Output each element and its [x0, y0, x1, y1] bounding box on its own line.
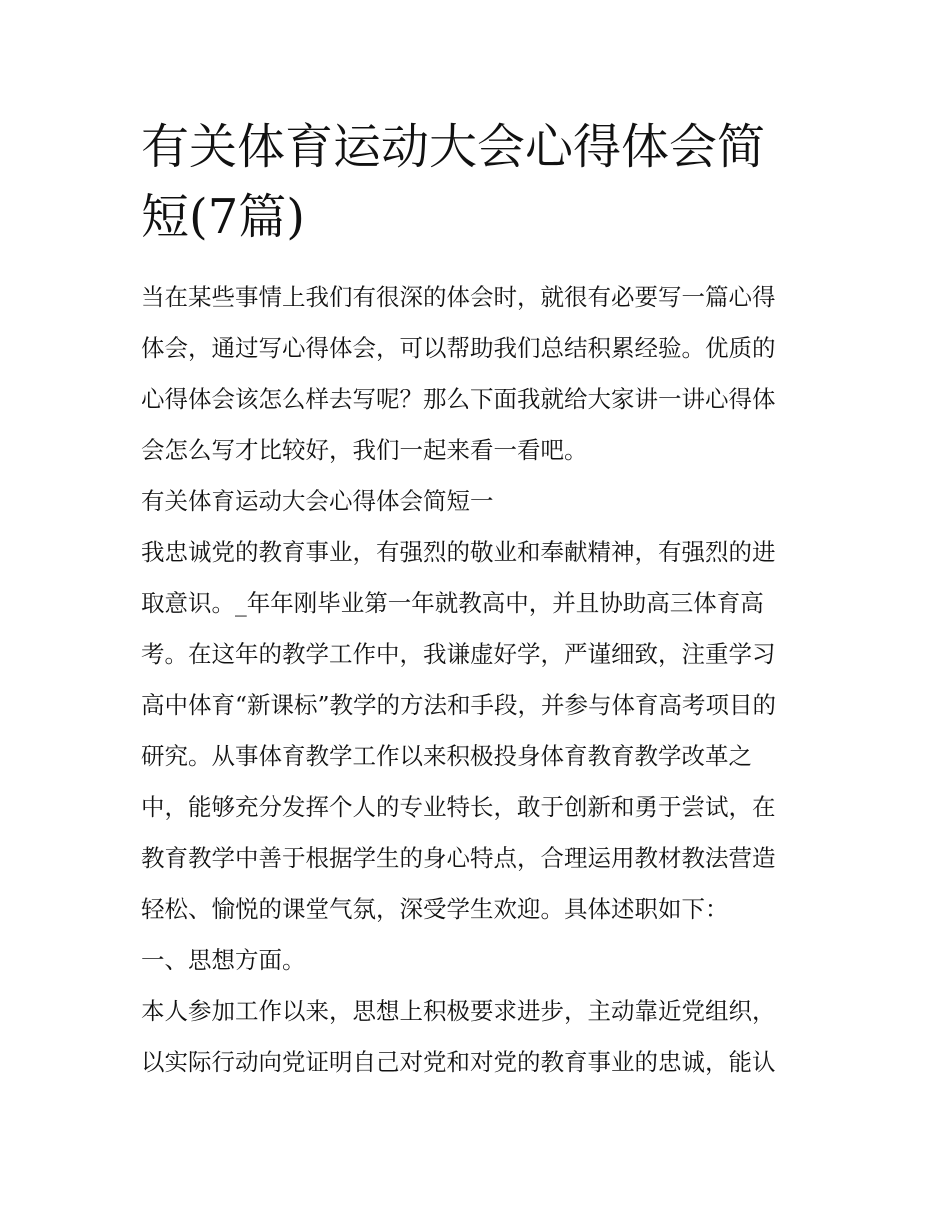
body-line: 研究。从事体育教学工作以来积极投身体育教育教学改革之: [141, 742, 752, 770]
body-line: 教育教学中善于根据学生的身心特点，合理运用教材教法营造: [141, 844, 776, 872]
body-line: 考。在这年的教学工作中，我谦虚好学，严谨细致，注重学习: [141, 640, 776, 668]
body-line: 轻松、愉悦的课堂气氛，深受学生欢迎。具体述职如下：: [141, 895, 729, 923]
body-line: 当在某些事情上我们有很深的体会时，就很有必要写一篇心得: [141, 283, 776, 311]
body-line: 心得体会该怎么样去写呢？那么下面我就给大家讲一讲心得体: [141, 385, 776, 413]
body-line: 以实际行动向党证明自己对党和对党的教育事业的忠诚，能认: [141, 1048, 776, 1076]
body-line: 会怎么写才比较好，我们一起来看一看吧。: [141, 436, 588, 464]
document-content: [141, 112, 821, 1088]
section-heading-1: 有关体育运动大会心得体会简短一: [141, 487, 494, 515]
subsection-heading: 一、思想方面。: [141, 946, 306, 974]
document-title: [141, 112, 821, 252]
title-line-2: 短(7篇): [141, 189, 305, 245]
body-line: 我忠诚党的教育事业，有强烈的敬业和奉献精神，有强烈的进: [141, 538, 776, 566]
body-line: 体会，通过写心得体会，可以帮助我们总结积累经验。优质的: [141, 334, 776, 362]
body-line: 高中体育“新课标”教学的方法和手段，并参与体育高考项目的: [141, 691, 777, 719]
body-line: 取意识。_年年刚毕业第一年就教高中，并且协助高三体育高: [141, 589, 764, 617]
title-line-1: 有关体育运动大会心得体会简: [141, 119, 766, 175]
document-body: [141, 272, 821, 1088]
body-line: 本人参加工作以来，思想上积极要求进步，主动靠近党组织，: [141, 997, 776, 1025]
body-line: 中，能够充分发挥个人的专业特长，敢于创新和勇于尝试，在: [141, 793, 776, 821]
